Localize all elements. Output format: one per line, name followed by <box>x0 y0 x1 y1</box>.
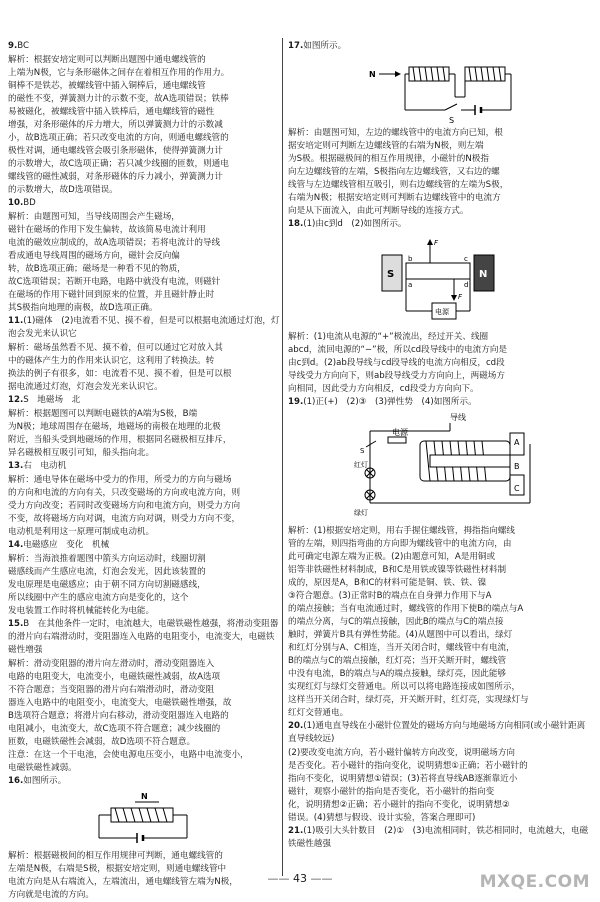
svg-text:b: b <box>408 255 413 263</box>
question-answer <box>288 396 592 409</box>
explanation-line: 不变，故将磁场方向对调，电流方向对调，则受力方向不变， <box>8 514 241 524</box>
explanation-line: 电流的磁效应制成的，故A选项错误；若将电流计的导线 <box>8 238 221 248</box>
question-block <box>8 394 280 460</box>
question-answer <box>288 825 592 851</box>
svg-text:A: A <box>514 438 520 447</box>
question-block <box>288 127 592 218</box>
explanation-line: 解析：根据题图可以判断电磁铁的A端为S极，B端 <box>8 409 198 419</box>
explanation-line: 为N极；地球周围存在磁场，地磁场的南极在地理的北极 <box>8 422 221 432</box>
column-divider <box>282 38 283 876</box>
explanation-line: 发电原理是电磁感应；由于朝不同方向切割磁感线， <box>8 580 206 590</box>
svg-text:B: B <box>514 462 520 471</box>
explanation-line: 铝等非铁磁性材料制成，B和C是用铁或镍等铁磁性材料制 <box>288 565 507 575</box>
svg-text:电源: 电源 <box>392 428 408 437</box>
explanation-line: 的端点接触；当有电流通过时，螺线管的作用下使B的端点与A <box>288 604 524 614</box>
explanation-line: 据电流通过灯泡，灯泡会发光来认识它。 <box>8 382 163 392</box>
question-number: 19. <box>288 397 304 407</box>
explanation-line: 注意：在这一个干电池，会使电源电压变小，电路中电流变小， <box>8 750 249 760</box>
question-answer <box>8 775 280 788</box>
explanation-line: 这样当开关闭合时，绿灯亮，开关断开时，红灯亮，实现绿灯与 <box>288 695 529 705</box>
question-block <box>288 525 592 720</box>
question-block <box>8 618 280 775</box>
answer-text: BC <box>17 41 29 51</box>
explanation-line: 方向就是电流的方向。 <box>8 890 94 900</box>
explanation-line: 铜棒不是铁芯，被螺线管中插入铜棒后，通电螺线管 <box>8 81 206 91</box>
question-number: 10. <box>8 198 24 208</box>
question-answer <box>8 618 280 657</box>
svg-text:S: S <box>449 116 455 125</box>
explanation-line: B选项符合题意；将滑片向右移动，滑动变阻器连入电路的 <box>8 711 229 721</box>
explanation-line: 左端是N极，右端是S极，根据安培定则，则通电螺线管中 <box>8 864 227 874</box>
explanation-line: 磁针在磁场的作用下发生偏转，故该简易电流计利用 <box>8 225 206 235</box>
explanation-line: 上端为N极，它与条形磁体之间存在着相互作用的作用力。 <box>8 68 230 78</box>
explanation-line: 电阻减小，电流变大，故C选项不符合题意；减少线圈的 <box>8 724 221 734</box>
explanation-line: 向是从下面流入，由此可判断导线的连接方式。 <box>288 206 469 216</box>
explanation-line: 电路的电阻变大，电流变小，电磁铁磁性减弱，故A选项 <box>8 672 221 682</box>
svg-text:F: F <box>434 239 439 247</box>
explanation-line: (2)要改变电流方向，若小磁针偏转方向改变，说明磁场方向 <box>288 748 516 758</box>
question-number: 9. <box>8 41 18 51</box>
explanation-line: 向左边螺线管的左端，S极指向左边螺线管，又右边的螺 <box>288 167 500 177</box>
svg-text:红灯: 红灯 <box>354 461 368 469</box>
right-column <box>288 40 592 852</box>
question-answer <box>8 197 280 210</box>
explanation-line: 向相同，因此受力方向相反，cd段受力方向向下。 <box>288 384 479 394</box>
question-number: 11. <box>8 316 24 326</box>
svg-text:S: S <box>360 447 365 455</box>
explanation-line: 中没有电流，B的端点与A的端点接触，绿灯亮，因此能够 <box>288 669 507 679</box>
explanation-line: 实现红灯与绿灯交替通电。所以可以将电路连接成如图所示， <box>288 682 521 692</box>
svg-text:绿灯: 绿灯 <box>354 509 368 517</box>
question-block <box>8 539 280 618</box>
question-block <box>8 40 280 197</box>
explanation-line: 的方向和电流的方向有关，只改变磁场的方向或电流方向，则 <box>8 488 241 498</box>
page-number: —— 43 —— <box>0 872 600 885</box>
question-block <box>288 331 592 396</box>
answer-text: (1)磁体 (2)电流看不见、摸不着，但是可以根据电流通过灯泡，灯泡会发光来认识它 <box>8 316 280 339</box>
answer-text: S 地磁场 北 <box>23 395 81 405</box>
question-number: 16. <box>8 776 24 786</box>
explanation-line: 此可确定电源左端为正极。(2)由题意可知，A是用铜或 <box>288 552 496 562</box>
explanation-line: 增强，对条形磁体的斥力增大，所以弹簧测力计的示数减 <box>8 120 223 130</box>
explanation-line: 其S极指向地理的南极，故D选项正确。 <box>8 303 158 313</box>
figure-q19-relay-circuit <box>330 411 550 523</box>
explanation-line: 解析：通电导体在磁场中受力的作用，所受力的方向与磁场 <box>8 475 232 485</box>
explanation-line: 线管与左边螺线管相互吸引，则右边螺线管的左端为S极， <box>288 180 509 190</box>
svg-text:导线: 导线 <box>450 413 466 422</box>
answer-text: (1)吸引大头针数目 (2)① (3)电流相同时，铁芯相同时，电流越大，电磁铁磁性越强 <box>288 826 589 849</box>
explanation-line: 所以线圈中产生的感应电流方向是变化的，这个 <box>8 593 189 603</box>
svg-text:d: d <box>464 281 469 289</box>
question-number: 17. <box>288 41 304 51</box>
explanation-line: 器连入电路中的电阻变小，电流变大，电磁铁磁性增强，故 <box>8 698 232 708</box>
question-answer <box>8 460 280 473</box>
explanation-line: 磁针，观察小磁针的指向是否变化，若小磁针的指向变 <box>288 787 495 797</box>
question-block <box>288 396 592 409</box>
answer-text: 电磁感应 变化 机械 <box>23 540 110 550</box>
explanation-line: 在磁场的作用下磁针回到原来的位置，并且磁针静止时 <box>8 290 215 300</box>
question-block <box>288 218 592 231</box>
explanation-line: 解析：(1)电流从电源的“+”极流出，经过开关、线圈 <box>288 332 489 342</box>
explanation-line: 指向不变化，说明猜想①错误；(3)若将直导线AB逐渐靠近小 <box>288 774 518 784</box>
explanation-line: 红灯交替通电。 <box>288 708 349 718</box>
explanation-line: 电动机是利用这一原理可制成电动机。 <box>8 527 155 537</box>
explanation-line: abcd，流回电源的“−”极，所以cd段导线中的电流方向是 <box>288 345 508 355</box>
svg-text:N: N <box>479 269 488 280</box>
explanation-line: 附近，当船头受到地磁场的作用，根据同名磁极相互排斥， <box>8 435 232 445</box>
question-block <box>8 775 280 788</box>
left-column <box>8 40 280 902</box>
explanation-line: 管的左端，则四指弯曲的方向即为螺线管中的电流方向，由 <box>288 539 512 549</box>
question-number: 15. <box>8 619 24 629</box>
question-answer <box>8 40 280 53</box>
explanation-line: 触时，弹簧片B具有弹性势能。(4)从题图中可以看出，绿灯 <box>288 630 513 640</box>
explanation-line: 换法的例子有很多，如：电流看不见、摸不着，但是可以根 <box>8 369 232 379</box>
svg-text:N: N <box>369 70 376 79</box>
answer-text: 如图所示。 <box>303 41 347 51</box>
question-answer <box>8 315 280 341</box>
question-number: 13. <box>8 461 24 471</box>
question-block <box>288 40 592 53</box>
explanation-line: 据安培定则可判断左边螺线管的右端为N极，则左端 <box>288 141 484 151</box>
answer-text: BD <box>23 198 36 208</box>
answer-text: (1)通电直导线在小磁针位置处的磁场方向与地磁场方向相同(或小磁针距离直导线较远) <box>288 721 586 744</box>
answer-text: B 在其他条件一定时，电流越大，电磁铁磁性越强，将滑动变阻器的滑片向右端滑动时，变阻器连入电路的电阻变小，电流变大，电磁铁磁性增强 <box>8 619 279 655</box>
question-number: 21. <box>288 826 304 836</box>
explanation-line: 不符合题意；当变阻器的滑片向右端滑动时，滑动变阻 <box>8 685 215 695</box>
explanation-line: 是否变化。若小磁针的指向变化，说明猜想①正确；若小磁针的 <box>288 761 528 771</box>
question-number: 18. <box>288 219 304 229</box>
svg-text:a: a <box>408 281 413 289</box>
explanation-line: 由c到d。(2)ab段导线与cd段导线的电流方向相反，cd段 <box>288 358 505 368</box>
question-block <box>8 197 280 315</box>
explanation-line: 极性对调，通电螺线管会吸引条形磁体，使得弹簧测力计 <box>8 146 223 156</box>
svg-text:F: F <box>458 293 463 301</box>
explanation-line: 解析：磁场虽然看不见、摸不着，但可以通过它对放入其 <box>8 343 223 353</box>
explanation-line: 解析：滑动变阻器的滑片向左滑动时，滑动变阻器连入 <box>8 659 215 669</box>
figure-q18-motor-coil <box>370 233 510 329</box>
explanation-line: 易被磁化，被螺线管中插入铁棒后，通电螺线管的磁性 <box>8 107 215 117</box>
explanation-line: 受力方向改变；若同时改变磁场方向和电流方向，则受力方向 <box>8 501 241 511</box>
question-answer <box>288 40 592 53</box>
explanation-line: 为S极。根据磁极间的相互作用规律，小磁针的N极指 <box>288 154 489 164</box>
explanation-line: 解析：当海浪推着题图中箭头方向运动时，线圈切割 <box>8 554 206 564</box>
explanation-line: 错误。(4)猜想与假设、设计实验，答案合理即可) <box>288 813 476 823</box>
answer-text: 如图所示。 <box>23 776 67 786</box>
explanation-line: 解析：由题图可知，当导线周围会产生磁场， <box>8 212 180 222</box>
explanation-line: 化，说明猜想②正确；若小磁针的指向不变化，说明猜想② <box>288 800 510 810</box>
svg-text:C: C <box>514 484 520 493</box>
answer-text: 右 电动机 <box>23 461 67 471</box>
explanation-line: 的端点分离，与C的端点接触，因此B的端点与C的端点接 <box>288 617 504 627</box>
explanation-line: 导线受力方向向下，则ab段导线受力方向向上，两磁场方 <box>288 371 505 381</box>
explanation-line: 故C选项错误；若断开电路，电路中就没有电流，则磁针 <box>8 277 221 287</box>
question-answer <box>288 218 592 231</box>
figure-q16-solenoid <box>89 790 199 848</box>
question-answer <box>8 394 280 407</box>
question-block <box>8 460 280 539</box>
explanation-line: 的示数增大，故D选项错误。 <box>8 185 118 195</box>
explanation-line: 电磁铁磁性减弱。 <box>8 763 77 773</box>
explanation-line: 解析：由题图可知，左边的螺线管中的电流方向已知，根 <box>288 128 503 138</box>
explanation-line: 的示数增大，故C选项正确；若只减少线圈的匝数，则通电 <box>8 159 229 169</box>
question-answer <box>288 720 592 746</box>
explanation-line: 发电装置工作时将机械能转化为电能。 <box>8 606 155 616</box>
svg-text:N: N <box>141 792 148 801</box>
explanation-line: 解析：根据磁极间的相互作用规律可判断，通电螺线管的 <box>8 851 223 861</box>
figure-q17-two-solenoids <box>365 55 515 125</box>
explanation-line: 看成通电导线周围的磁场方向，磁针会反向偏 <box>8 251 180 261</box>
question-answer <box>8 539 280 552</box>
question-number: 12. <box>8 395 24 405</box>
svg-text:电源: 电源 <box>435 308 449 316</box>
question-number: 14. <box>8 540 24 550</box>
explanation-line: ③符合题意。(3)正常时B的端点在自身弹力作用下与A <box>288 591 492 601</box>
explanation-line: 异名磁极相互吸引可知，船头指向北。 <box>8 448 155 458</box>
explanation-line: 螺线管的磁性减弱，对条形磁体的斥力减小，弹簧测力计 <box>8 172 223 182</box>
question-number: 20. <box>288 721 304 731</box>
explanation-line: 和红灯分别与A、C相连，当开关闭合时，螺线管中有电流， <box>288 643 515 653</box>
explanation-line: 右端为N极；根据安培定则可判断右边螺线管中的电流方 <box>288 193 501 203</box>
explanation-line: 中的磁体产生力的作用来认识它，这利用了转换法。转 <box>8 356 215 366</box>
explanation-line: 成的，原因是A，B和C的材料可能是铜、铁、铁、镍 <box>288 578 487 588</box>
question-block <box>288 720 592 825</box>
explanation-line: 解析：(1)根据安培定则，用右手握住螺线管，拇指指向螺线 <box>288 526 516 536</box>
explanation-line: 小，故B选项正确；若只改变电流的方向，则通电螺线管的 <box>8 133 229 143</box>
explanation-line: 转，故B选项正确；磁场是一种看不见的物质， <box>8 264 186 274</box>
answer-text: (1)由c到d (2)如图所示。 <box>303 219 407 229</box>
explanation-line: 匝数，电磁铁磁性会减弱，故D选项不符合题意。 <box>8 737 196 747</box>
watermark-logo: MXQE.COM <box>479 872 590 892</box>
explanation-line: 的磁性不变，弹簧测力计的示数不变，故A选项错误；铁棒 <box>8 94 229 104</box>
svg-text:S: S <box>387 269 395 280</box>
answer-text: (1)正(+) (2)③ (3)弹性势 (4)如图所示。 <box>303 397 477 407</box>
explanation-line: 电流方向是从右端流入，左端流出，通电螺线管左端为N极， <box>8 877 238 887</box>
question-block <box>288 825 592 851</box>
explanation-line: 磁感线而产生感应电流，灯泡会发光，因此该装置的 <box>8 567 206 577</box>
svg-text:c: c <box>464 255 468 263</box>
explanation-line: 解析：根据安培定则可以判断出题图中通电螺线管的 <box>8 55 206 65</box>
explanation-line: B的端点与C的端点接触，红灯亮；当开关断开时，螺线管 <box>288 656 507 666</box>
question-block <box>8 315 280 394</box>
